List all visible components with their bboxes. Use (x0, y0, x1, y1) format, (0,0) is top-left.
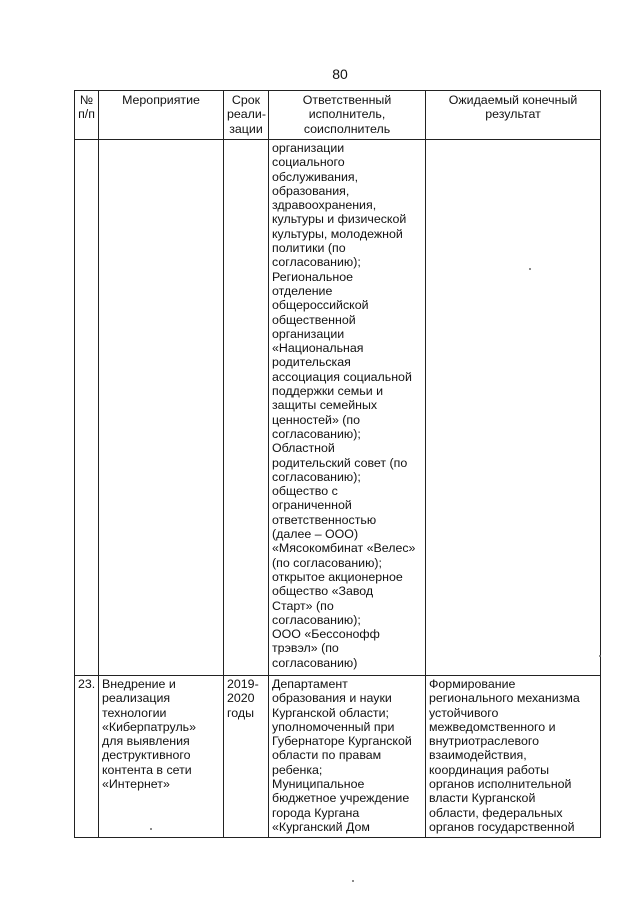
cell-line: политики (по (272, 241, 346, 256)
cell-line: ООО «Бессонофф (272, 627, 380, 642)
cell-line: города Кургана (272, 805, 360, 820)
cell-line: устойчивого (429, 705, 499, 720)
cell-line: культуры, молодежной (272, 226, 403, 241)
cell-result (426, 676, 601, 838)
cell-line: общероссийской (272, 298, 369, 313)
table-row (75, 140, 601, 676)
cell-num (75, 140, 99, 676)
cell-line: общественной (272, 312, 356, 327)
cell-line: ребенка; (272, 762, 323, 777)
cell-line: трэвэл» (по (272, 641, 339, 656)
cell-line: технологии (102, 705, 167, 720)
cell-line: (далее – ООО) (272, 527, 359, 542)
cell-line: регионального механизма (429, 691, 580, 706)
cell-line: контента в сети (102, 762, 192, 777)
cell-line: Курганской области; (272, 705, 389, 720)
cell-line: согласованию); (272, 426, 361, 441)
cell-line: уполномоченный при (272, 719, 395, 734)
cell-line: «Киберпатруль» (102, 719, 197, 734)
cell-line: общество «Завод (272, 584, 374, 599)
cell-line: согласованию); (272, 612, 361, 627)
cell-line: органов государственной (429, 819, 575, 834)
page-number: 80 (332, 66, 348, 82)
cell-line: ценностей» (по (272, 412, 361, 427)
scan-speck (599, 655, 601, 657)
cell-line: здравоохранения, (272, 198, 377, 213)
header-responsible: Ответственный исполнитель, соисполнитель (269, 91, 426, 140)
cell-line: организации (272, 141, 345, 155)
cell-line: власти Курганской (429, 791, 536, 806)
cell-line: открытое акционерное (272, 569, 403, 584)
cell-line: ответственностью (272, 512, 377, 527)
cell-line: годы (227, 705, 255, 720)
cell-line: бюджетное учреждение (272, 791, 410, 806)
cell-line: взаимодействия, (429, 748, 527, 763)
cell-line: образования и науки (272, 691, 392, 706)
cell-line: Областной (272, 441, 335, 456)
scan-speck (352, 880, 354, 882)
cell-line: согласованию); (272, 469, 361, 484)
cell-result (426, 140, 601, 676)
cell-line: родительская (272, 355, 351, 370)
table-header-row (75, 91, 601, 140)
cell-term (224, 676, 269, 838)
cell-line: Департамент (272, 677, 348, 691)
cell-line: организации (272, 326, 345, 341)
cell-line: «Национальная (272, 341, 364, 356)
cell-line: Формирование (429, 677, 516, 691)
scan-speck (529, 268, 531, 270)
header-num: № п/п (75, 91, 99, 140)
cell-line: для выявления (102, 734, 190, 749)
cell-line: области по правам (272, 748, 382, 763)
cell-line: «Мясокомбинат «Велес» (272, 541, 416, 556)
cell-line: области, федеральных (429, 805, 563, 820)
cell-responsible (269, 676, 426, 838)
cell-line: внутриотраслевого (429, 734, 539, 749)
cell-line: (по согласованию); (272, 555, 382, 570)
cell-num (75, 676, 99, 838)
cell-event (99, 676, 224, 838)
cell-line: межведомственного и (429, 719, 556, 734)
cell-line: Старт» (по (272, 598, 334, 613)
cell-line: ассоциация социальной (272, 369, 412, 384)
cell-line: 23. (78, 677, 96, 691)
cell-term (224, 140, 269, 676)
cell-line: реализация (102, 691, 171, 706)
cell-line: культуры и физической (272, 212, 407, 227)
cell-line: координация работы (429, 762, 550, 777)
cell-line: родительский совет (по (272, 455, 408, 470)
cell-line: ограниченной (272, 498, 352, 513)
cell-line: 2020 (227, 691, 255, 706)
cell-line: Муниципальное (272, 777, 365, 792)
cell-line: согласованию) (272, 655, 358, 670)
cell-line: деструктивного (102, 748, 191, 763)
header-term: Срок реали- зации (224, 91, 269, 140)
table-row (75, 676, 601, 838)
cell-line: поддержки семьи и (272, 384, 383, 399)
cell-line: обслуживания, (272, 169, 359, 184)
cell-line: «Интернет» (102, 777, 170, 792)
header-event: Мероприятие (99, 91, 224, 140)
cell-line: Внедрение и (102, 677, 176, 691)
scan-speck (150, 828, 152, 830)
cell-line: органов исполнительной (429, 777, 572, 792)
cell-line: Региональное (272, 269, 353, 284)
cell-line: социального (272, 155, 345, 170)
cell-line: «Курганский Дом (272, 819, 370, 834)
cell-line: образования, (272, 183, 350, 198)
cell-event (99, 140, 224, 676)
cell-line: согласованию); (272, 255, 361, 270)
cell-responsible (269, 140, 426, 676)
cell-line: защиты семейных (272, 398, 378, 413)
cell-line: общество с (272, 484, 338, 499)
header-result: Ожидаемый конечный результат (426, 91, 601, 140)
cell-line: Губернаторе Курганской (272, 734, 412, 749)
cell-line: 2019- (227, 677, 259, 691)
cell-line: отделение (272, 283, 333, 298)
events-table (74, 90, 601, 838)
